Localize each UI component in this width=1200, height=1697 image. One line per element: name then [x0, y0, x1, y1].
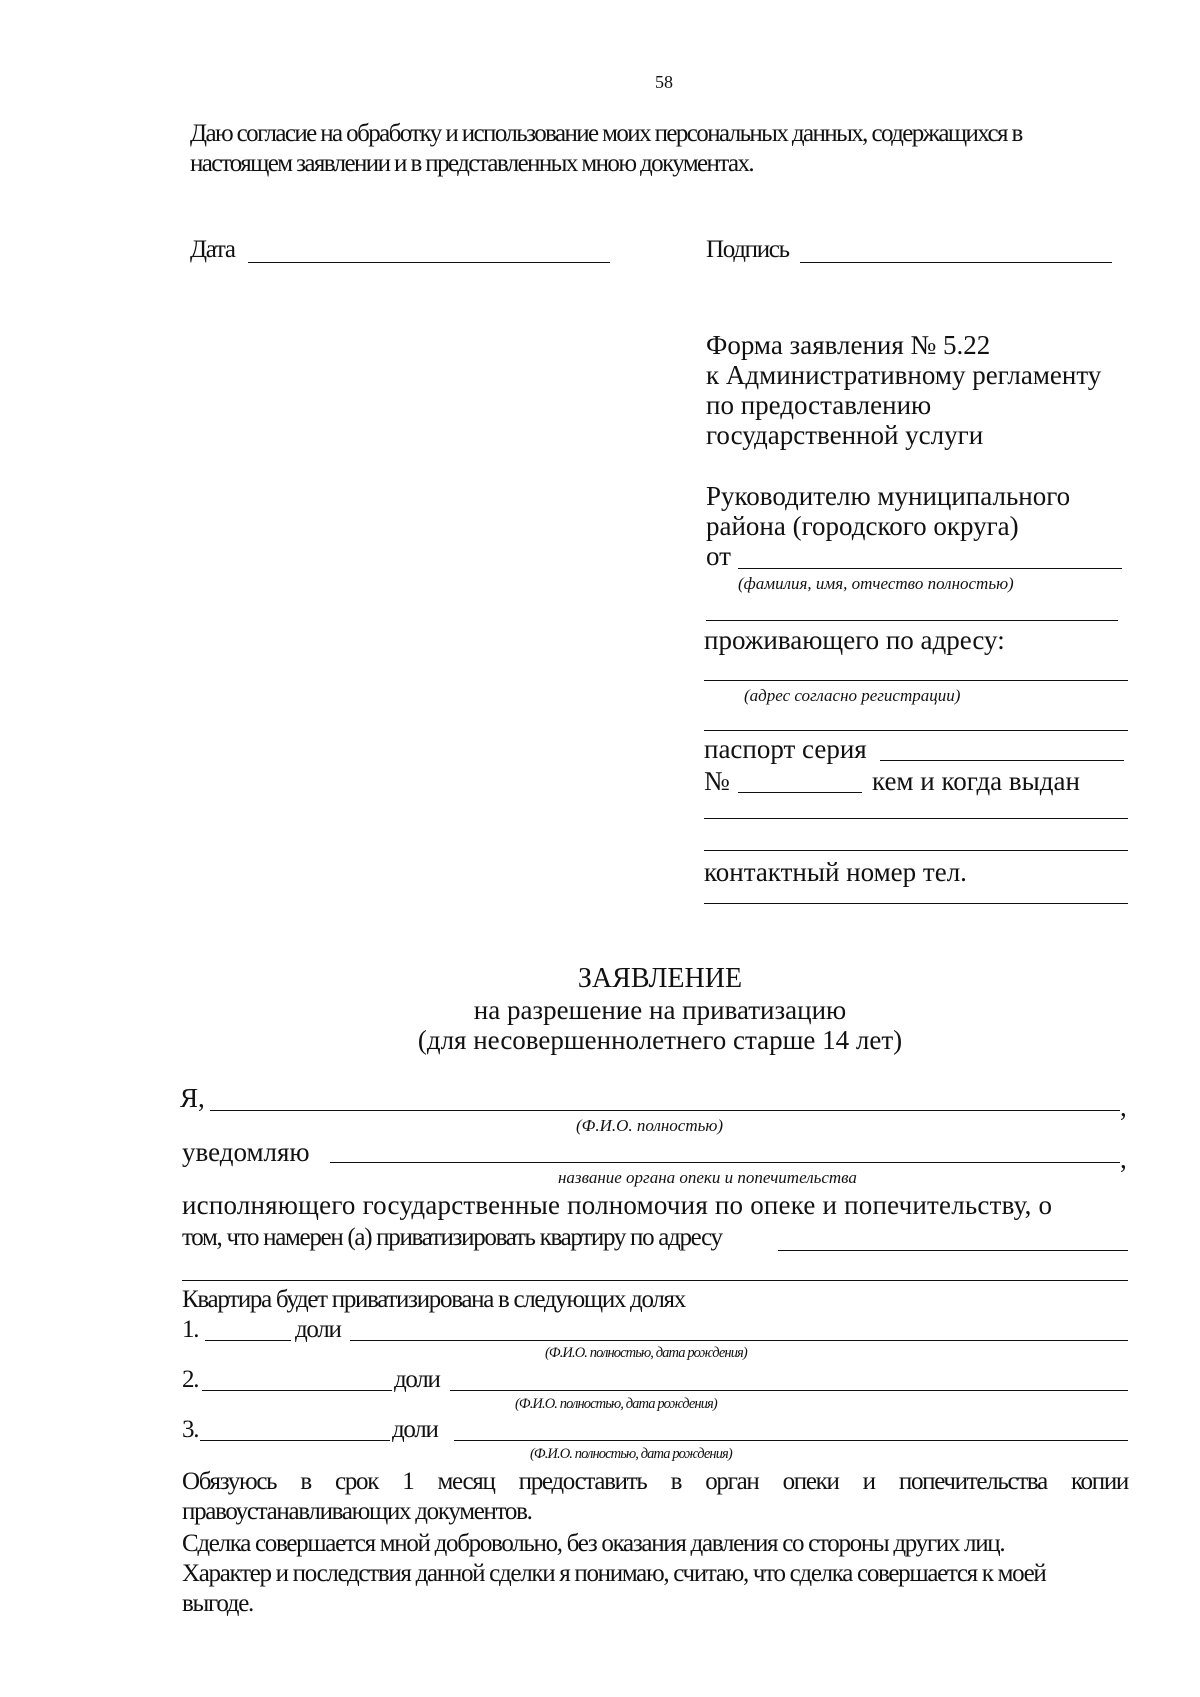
number-label: №: [704, 766, 730, 796]
consent-line-1: Даю согласие на обработку и использование моих персональных данных, содержащихся в: [190, 120, 1022, 147]
notify-label: уведомляю: [182, 1137, 310, 1167]
document-title: ЗАЯВЛЕНИЕ: [577, 963, 743, 994]
oblige-line-2: правоустанавливающих документов.: [182, 1498, 532, 1525]
i-label: Я,: [180, 1083, 205, 1113]
address-hint: (адрес согласно регистрации): [744, 686, 961, 705]
form-header-line-3: по предоставлению: [706, 390, 932, 420]
issued-label: кем и когда выдан: [872, 766, 1080, 796]
comma-1: ,: [1120, 1092, 1127, 1122]
share-3-number: 3.: [182, 1416, 199, 1443]
understand-line-2: выгоде.: [182, 1590, 253, 1617]
passport-series-label: паспорт серия: [704, 734, 867, 764]
passport-series-field[interactable]: [880, 760, 1124, 761]
privatization-address-field[interactable]: [778, 1250, 1128, 1251]
share-2-fio-field[interactable]: [450, 1390, 1128, 1391]
privatization-address-field-2[interactable]: [182, 1280, 1128, 1281]
addressee-line-1: Руководителю муниципального: [706, 481, 1071, 511]
fio-hint: (фамилия, имя, отчество полностью): [738, 574, 1014, 593]
passport-number-field[interactable]: [738, 792, 862, 793]
page-number: 58: [655, 72, 673, 92]
comma-2: ,: [1120, 1144, 1127, 1174]
share-2-label: доли: [394, 1366, 440, 1393]
share-2-fraction-field[interactable]: [202, 1390, 392, 1391]
powers-text: исполняющего государственные полномочия по опеке и попечительству, о: [182, 1190, 1053, 1220]
form-header-line-2: к Административному регламенту: [706, 360, 1102, 390]
share-1-hint: (Ф.И.О. полностью, дата рождения): [545, 1345, 747, 1361]
signature-label: Подпись: [706, 236, 789, 263]
organ-field[interactable]: [330, 1162, 1120, 1163]
share-1-number: 1.: [182, 1316, 199, 1343]
from-field-2[interactable]: [706, 620, 1118, 621]
document-subtitle-1: на разрешение на приватизацию: [473, 995, 847, 1025]
share-3-fraction-field[interactable]: [200, 1440, 390, 1441]
applicant-fio-field[interactable]: [210, 1110, 1120, 1111]
phone-label: контактный номер тел.: [704, 857, 967, 887]
voluntary-text: Сделка совершается мной добровольно, без оказания давления со стороны других лиц.: [182, 1530, 1005, 1557]
form-header-line-1: Форма заявления № 5.22: [706, 330, 991, 360]
date-field[interactable]: [248, 262, 610, 263]
address-field[interactable]: [704, 680, 1128, 681]
issued-field-2[interactable]: [704, 850, 1128, 851]
shares-intro: Квартира будет приватизирована в следующих долях: [182, 1286, 685, 1313]
document-subtitle-2: (для несовершеннолетнего старше 14 лет): [417, 1025, 903, 1055]
understand-line-1: Характер и последствия данной сделки я понимаю, считаю, что сделка совершается к моей: [182, 1560, 1046, 1587]
share-3-hint: (Ф.И.О. полностью, дата рождения): [530, 1446, 732, 1462]
share-1-fraction-field[interactable]: [205, 1340, 291, 1341]
share-1-fio-field[interactable]: [350, 1340, 1128, 1341]
addressee-line-2: района (городского округа): [706, 511, 1019, 541]
share-3-fio-field[interactable]: [454, 1440, 1128, 1441]
intent-text: том, что намерен (а) приватизировать квартиру по адресу: [182, 1224, 722, 1251]
consent-line-2: настоящем заявлении и в представленных мною документах.: [190, 150, 754, 177]
share-1-label: доли: [295, 1316, 341, 1343]
from-field[interactable]: [738, 568, 1122, 569]
share-3-label: доли: [392, 1416, 438, 1443]
from-label: от: [706, 541, 731, 571]
applicant-fio-hint: (Ф.И.О. полностью): [576, 1116, 724, 1135]
date-label: Дата: [190, 236, 235, 263]
phone-field[interactable]: [704, 903, 1128, 904]
share-2-hint: (Ф.И.О. полностью, дата рождения): [515, 1396, 717, 1412]
oblige-line-1: Обязуюсь в срок 1 месяц предоставить в орган опеки и попечительства копии: [182, 1468, 1128, 1495]
address-field-2[interactable]: [704, 730, 1128, 731]
residing-label: проживающего по адресу:: [704, 625, 1005, 655]
share-2-number: 2.: [182, 1366, 199, 1393]
signature-field[interactable]: [800, 262, 1112, 263]
issued-field[interactable]: [704, 818, 1128, 819]
form-header-line-4: государственной услуги: [706, 420, 984, 450]
organ-hint: название органа опеки и попечительства: [558, 1168, 857, 1187]
